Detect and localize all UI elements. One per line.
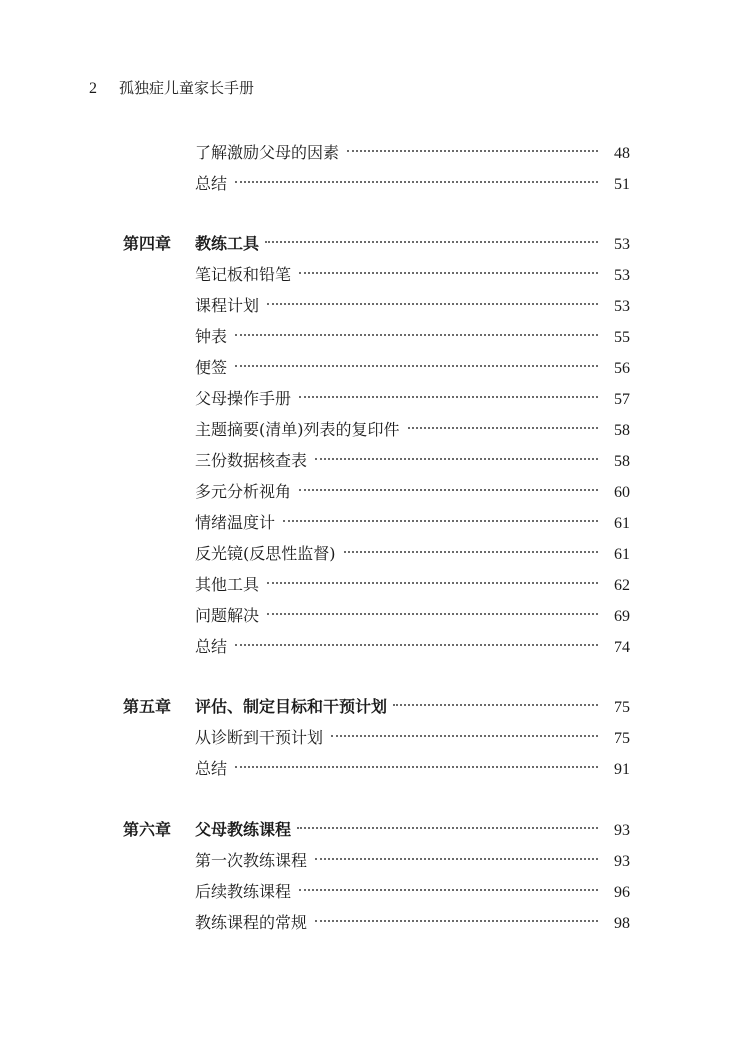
- entry-page-number: 61: [614, 515, 630, 532]
- toc-chapter-row: [0, 231, 750, 257]
- entry-page-number: 60: [614, 484, 630, 501]
- dot-leader: [235, 180, 598, 183]
- toc-entry-row: [0, 634, 750, 660]
- toc-entry: [195, 817, 630, 844]
- toc-entry: [195, 541, 630, 568]
- toc-chapter-row: [0, 694, 750, 720]
- entry-title: 问题解决: [195, 606, 260, 625]
- entry-title: 钟表: [195, 327, 228, 346]
- dot-leader: [299, 271, 598, 274]
- entry-title: 第一次教练课程: [195, 851, 308, 870]
- toc-entry: [195, 603, 630, 630]
- entry-title: 父母操作手册: [195, 389, 292, 408]
- toc-entry-row: [0, 510, 750, 536]
- toc-entry-row: [0, 479, 750, 505]
- toc-entry-row: [0, 355, 750, 381]
- toc-entry-row: [0, 448, 750, 474]
- entry-page-number: 75: [614, 730, 630, 747]
- entry-title: 评估、制定目标和干预计划: [195, 697, 388, 716]
- toc-entry-row: [0, 725, 750, 751]
- toc-entry-row: [0, 386, 750, 412]
- entry-page-number: 98: [614, 915, 630, 932]
- entry-page-number: 53: [614, 267, 630, 284]
- dot-leader: [331, 734, 598, 737]
- toc-entry-row: [0, 262, 750, 288]
- entry-page-number: 93: [614, 822, 630, 839]
- entry-page-number: 56: [614, 360, 630, 377]
- toc-entry-row: [0, 572, 750, 598]
- toc-chapter-row: [0, 817, 750, 843]
- toc-entry: [195, 879, 630, 906]
- entry-page-number: 61: [614, 546, 630, 563]
- chapter-number: 第六章: [123, 820, 172, 839]
- toc-entry: [195, 231, 630, 258]
- entry-title: 从诊断到干预计划: [195, 728, 324, 747]
- entry-title: 教练工具: [195, 234, 260, 253]
- entry-page-number: 58: [614, 453, 630, 470]
- toc-entry: [195, 634, 630, 661]
- entry-title: 主题摘要(清单)列表的复印件: [195, 420, 400, 439]
- dot-leader: [315, 919, 598, 922]
- dot-leader: [299, 888, 598, 891]
- entry-page-number: 58: [614, 422, 630, 439]
- toc-entry: [195, 572, 630, 599]
- dot-leader: [267, 302, 598, 305]
- entry-title: 总结: [195, 759, 228, 778]
- entry-title: 情绪温度计: [195, 513, 276, 532]
- entry-page-number: 96: [614, 884, 630, 901]
- entry-title: 总结: [195, 637, 228, 656]
- entry-title: 教练课程的常规: [195, 913, 308, 932]
- dot-leader: [235, 333, 598, 336]
- dot-leader: [408, 426, 599, 429]
- toc-entry: [195, 725, 630, 752]
- entry-title: 总结: [195, 174, 228, 193]
- toc-entry: [195, 910, 630, 937]
- entry-page-number: 75: [614, 699, 630, 716]
- chapter-number: 第五章: [123, 697, 172, 716]
- dot-leader: [299, 395, 598, 398]
- dot-leader: [393, 703, 598, 706]
- entry-title: 多元分析视角: [195, 482, 292, 501]
- entry-page-number: 51: [614, 176, 630, 193]
- entry-page-number: 53: [614, 236, 630, 253]
- toc-entry: [195, 448, 630, 475]
- entry-page-number: 74: [614, 639, 630, 656]
- toc-entry: [195, 479, 630, 506]
- toc-entry: [195, 262, 630, 289]
- toc-entry: [195, 140, 630, 167]
- chapter-number: 第四章: [123, 234, 172, 253]
- entry-page-number: 62: [614, 577, 630, 594]
- entry-title: 课程计划: [195, 296, 260, 315]
- dot-leader: [235, 364, 598, 367]
- toc-entry-row: [0, 324, 750, 350]
- toc-entry: [195, 694, 630, 721]
- toc-entry-row: [0, 848, 750, 874]
- toc-entry: [195, 510, 630, 537]
- dot-leader: [283, 519, 598, 522]
- entry-title: 其他工具: [195, 575, 260, 594]
- toc-entry: [195, 355, 630, 382]
- dot-leader: [235, 765, 598, 768]
- toc-entry: [195, 171, 630, 198]
- entry-page-number: 91: [614, 761, 630, 778]
- dot-leader: [297, 826, 598, 829]
- toc-entry: [195, 324, 630, 351]
- toc-entry: [195, 293, 630, 320]
- toc-entry-row: [0, 541, 750, 567]
- entry-title: 便签: [195, 358, 228, 377]
- dot-leader: [267, 581, 598, 584]
- toc-entry-row: [0, 756, 750, 782]
- dot-leader: [315, 457, 598, 460]
- entry-page-number: 53: [614, 298, 630, 315]
- toc-entry: [195, 848, 630, 875]
- entry-title: 父母教练课程: [195, 820, 292, 839]
- entry-page-number: 48: [614, 145, 630, 162]
- dot-leader: [315, 857, 598, 860]
- toc-entry-row: [0, 140, 750, 166]
- toc-entry: [195, 756, 630, 783]
- dot-leader: [347, 149, 598, 152]
- dot-leader: [344, 550, 599, 553]
- entry-title: 了解激励父母的因素: [195, 143, 340, 162]
- entry-page-number: 57: [614, 391, 630, 408]
- running-head: [89, 78, 254, 99]
- entry-title: 笔记板和铅笔: [195, 265, 292, 284]
- entry-title: 反光镜(反思性监督): [195, 544, 336, 563]
- toc-entry: [195, 386, 630, 413]
- dot-leader: [299, 488, 598, 491]
- dot-leader: [267, 612, 598, 615]
- dot-leader: [265, 240, 598, 243]
- toc-entry-row: [0, 603, 750, 629]
- entry-page-number: 55: [614, 329, 630, 346]
- page-number: 2: [89, 80, 97, 97]
- toc-entry-row: [0, 879, 750, 905]
- entry-page-number: 93: [614, 853, 630, 870]
- book-title: 孤独症儿童家长手册: [119, 79, 255, 97]
- entry-title: 后续教练课程: [195, 882, 292, 901]
- toc-entry: [195, 417, 630, 444]
- toc-entry-row: [0, 171, 750, 197]
- dot-leader: [235, 643, 598, 646]
- toc-entry-row: [0, 910, 750, 936]
- entry-page-number: 69: [614, 608, 630, 625]
- entry-title: 三份数据核查表: [195, 451, 308, 470]
- toc-entry-row: [0, 293, 750, 319]
- toc-entry-row: [0, 417, 750, 443]
